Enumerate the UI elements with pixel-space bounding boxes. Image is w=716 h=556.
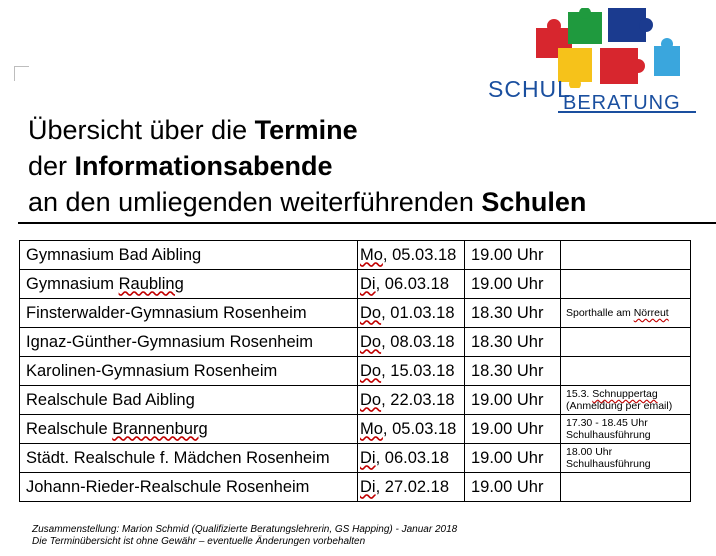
school-name: Johann-Rieder-Realschule Rosenheim xyxy=(26,477,310,496)
weekday: Do xyxy=(360,390,382,409)
weekday: Di xyxy=(360,274,376,293)
school-name-marked: Raubling xyxy=(118,274,184,293)
date-cell xyxy=(358,299,465,328)
note: 17.30 - 18.45 Uhr Schulhausführung xyxy=(566,417,651,441)
school-name: Gymnasium Bad Aibling xyxy=(26,245,202,264)
note-cell xyxy=(561,357,691,386)
table-row xyxy=(20,357,691,386)
school-cell xyxy=(20,241,358,270)
title-divider xyxy=(18,222,716,224)
time-cell xyxy=(465,299,561,328)
school-cell xyxy=(20,386,358,415)
school-cell xyxy=(20,328,358,357)
date-cell xyxy=(358,386,465,415)
table-row xyxy=(20,386,691,415)
time: 19.00 Uhr xyxy=(471,419,544,438)
page-title xyxy=(28,112,586,220)
date-cell xyxy=(358,415,465,444)
note: 15.3. xyxy=(566,388,593,400)
note-cell xyxy=(561,473,691,502)
note-cell xyxy=(561,415,691,444)
note: 18.00 Uhr Schulhausführung xyxy=(566,446,651,470)
note-cell xyxy=(561,386,691,415)
time: 18.30 Uhr xyxy=(471,361,544,380)
school-cell xyxy=(20,473,358,502)
note-suffix: (Anmeldung per email) xyxy=(566,400,673,412)
weekday: Mo xyxy=(360,419,383,438)
school-cell xyxy=(20,415,358,444)
weekday: Mo xyxy=(360,245,383,264)
note: Sporthalle am xyxy=(566,307,634,319)
weekday: Do xyxy=(360,332,382,351)
note-cell xyxy=(561,241,691,270)
school-cell xyxy=(20,357,358,386)
time: 19.00 Uhr xyxy=(471,274,544,293)
table-row xyxy=(20,270,691,299)
weekday: Do xyxy=(360,303,382,322)
date: , 05.03.18 xyxy=(382,419,457,438)
time: 18.30 Uhr xyxy=(471,332,544,351)
date-cell xyxy=(358,473,465,502)
table-row xyxy=(20,328,691,357)
time-cell xyxy=(465,270,561,299)
title-line-1-text: Übersicht über die xyxy=(28,115,255,145)
time-cell xyxy=(465,473,561,502)
title-line-1 xyxy=(28,112,586,148)
time-cell xyxy=(465,357,561,386)
table-row xyxy=(20,299,691,328)
school-name: Realschule xyxy=(26,419,113,438)
crop-mark xyxy=(14,66,29,81)
school-name: Karolinen-Gymnasium Rosenheim xyxy=(26,361,278,380)
schulberatung-logo xyxy=(488,8,698,112)
note-marked: Nörreut xyxy=(633,307,669,319)
note-marked: Schnuppertag xyxy=(592,388,658,400)
school-name: Realschule Bad Aibling xyxy=(26,390,195,409)
weekday: Di xyxy=(360,477,376,496)
table-row xyxy=(20,241,691,270)
note-cell xyxy=(561,328,691,357)
school-cell xyxy=(20,299,358,328)
date: , 22.03.18 xyxy=(381,390,455,409)
date: , 08.03.18 xyxy=(381,332,455,351)
time-cell xyxy=(465,241,561,270)
table-row xyxy=(20,415,691,444)
school-name: Finsterwalder-Gymnasium Rosenheim xyxy=(26,303,307,322)
title-line-3-bold: Schulen xyxy=(481,187,587,217)
date: , 06.03.18 xyxy=(375,448,449,467)
time-cell xyxy=(465,328,561,357)
time: 19.00 Uhr xyxy=(471,245,544,264)
time-cell xyxy=(465,386,561,415)
logo-text-beratung: BERATUNG xyxy=(563,92,681,114)
date-cell xyxy=(358,357,465,386)
time: 19.00 Uhr xyxy=(471,477,544,496)
date: , 27.02.18 xyxy=(375,477,449,496)
time-cell xyxy=(465,415,561,444)
weekday: Di xyxy=(360,448,376,467)
footer-line-2: Die Terminübersicht ist ohne Gewähr – eventuelle Änderungen vorbehalten xyxy=(32,536,366,547)
school-name: Städt. Realschule f. Mädchen Rosenheim xyxy=(26,448,330,467)
date-cell xyxy=(358,328,465,357)
time-cell xyxy=(465,444,561,473)
title-line-3-text: an den umliegenden weiterführenden xyxy=(28,187,482,217)
footer-notes xyxy=(32,524,457,548)
date: , 01.03.18 xyxy=(381,303,455,322)
title-line-2 xyxy=(28,148,586,184)
date-cell xyxy=(358,241,465,270)
weekday: Do xyxy=(360,361,382,380)
date-cell xyxy=(358,444,465,473)
title-line-3 xyxy=(28,184,586,220)
title-line-2-text: der xyxy=(28,151,75,181)
logo-text-schul: SCHUL xyxy=(488,76,571,102)
title-line-2-bold: Informationsabende xyxy=(74,151,333,181)
schedule-table xyxy=(19,240,691,502)
date: , 06.03.18 xyxy=(375,274,449,293)
date: , 15.03.18 xyxy=(381,361,455,380)
table-row xyxy=(20,444,691,473)
note-cell xyxy=(561,444,691,473)
time: 19.00 Uhr xyxy=(471,448,544,467)
school-name: Ignaz-Günther-Gymnasium Rosenheim xyxy=(26,332,314,351)
note-cell xyxy=(561,299,691,328)
date: , 05.03.18 xyxy=(382,245,457,264)
school-name-marked: Brannenburg xyxy=(112,419,208,438)
time: 18.30 Uhr xyxy=(471,303,544,322)
school-cell xyxy=(20,270,358,299)
title-line-1-bold: Termine xyxy=(254,115,358,145)
school-name: Gymnasium xyxy=(26,274,119,293)
table-row xyxy=(20,473,691,502)
note-cell xyxy=(561,270,691,299)
footer-line-1: Zusammenstellung: Marion Schmid (Qualifizierte Beratungslehrerin, GS Happing) - Januar 2018 xyxy=(32,524,458,535)
time: 19.00 Uhr xyxy=(471,390,544,409)
school-cell xyxy=(20,444,358,473)
date-cell xyxy=(358,270,465,299)
